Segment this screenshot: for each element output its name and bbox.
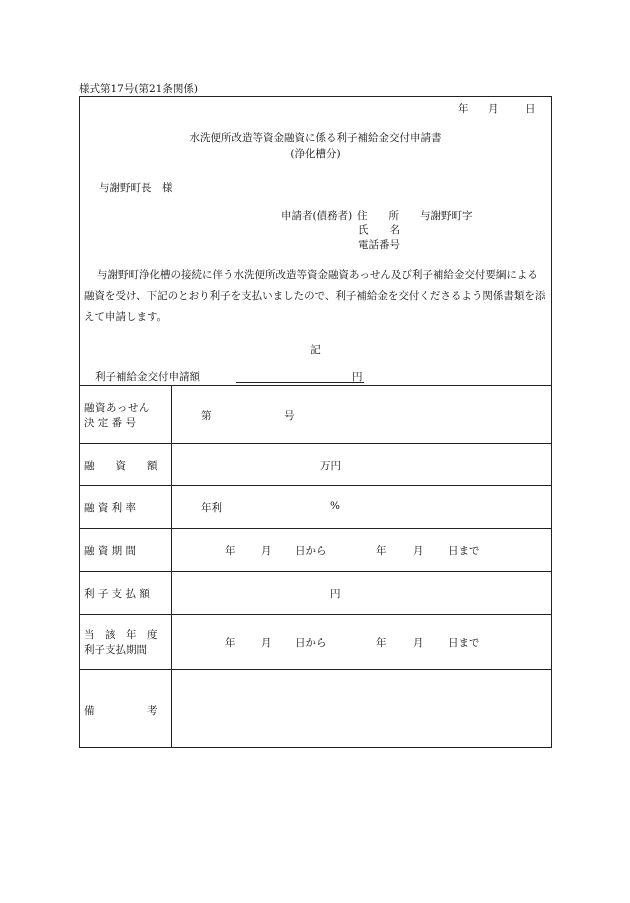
decision-no-suffix: 号: [284, 410, 295, 422]
date-year: 年: [458, 103, 469, 115]
remarks-field[interactable]: [173, 671, 550, 746]
loan-period-month-1: 月: [261, 545, 272, 557]
column-divider: [171, 385, 172, 748]
date-month: 月: [488, 103, 499, 115]
current-period-month-1: 月: [261, 637, 272, 649]
interest-rate-label: 融 資 利 率: [84, 502, 137, 514]
row-divider: [79, 614, 552, 615]
current-period-month-2: 月: [413, 637, 424, 649]
loan-amount-label: 融 資 額: [84, 460, 158, 472]
current-period-day-2: 日まで: [448, 637, 480, 649]
loan-period-day-2: 日まで: [448, 545, 480, 557]
request-amount-label: 利子補給金交付申請額: [95, 371, 200, 383]
loan-period-year-2: 年: [376, 545, 387, 557]
current-period-label-1: 当 該 年 度: [84, 629, 158, 641]
addressee: 与謝野町長 様: [99, 182, 173, 194]
request-amount-unit: 円: [352, 371, 363, 383]
loan-period-day-1: 日から: [295, 545, 327, 557]
form-title: 水洗便所改造等資金融資に係る利子補給金交付申請書: [189, 132, 442, 144]
interest-paid-unit: 円: [330, 588, 341, 600]
ki-mark: 記: [310, 344, 321, 356]
loan-period-label: 融 資 期 間: [84, 545, 137, 557]
decision-no-prefix: 第: [201, 410, 212, 422]
current-period-year-2: 年: [376, 637, 387, 649]
decision-no-label-1: 融資あっせん: [84, 402, 150, 414]
row-divider: [79, 528, 552, 529]
date-day: 日: [525, 103, 536, 115]
applicant-role: 申請者(債務者): [281, 210, 353, 222]
remarks-label: 備 考: [84, 705, 158, 717]
current-period-day-1: 日から: [295, 637, 327, 649]
loan-amount-unit: 万円: [320, 460, 341, 472]
phone-label: 電話番号: [358, 239, 400, 251]
interest-rate-prefix: 年利: [201, 502, 222, 514]
row-divider: [79, 571, 552, 572]
row-divider: [79, 443, 552, 444]
application-statement: 与謝野町浄化槽の接続に伴う水洗便所改造等資金融資あっせん及び利子補給金交付要綱による融資を受け、下記のとおり利子を支払いましたので、利子補給金を交付くださるよう関係書類を添えて申請します。: [84, 269, 546, 323]
interest-paid-label: 利 子 支 払 額: [84, 588, 150, 600]
current-period-label-2: 利子支払期間: [84, 644, 147, 656]
request-amount-field[interactable]: [236, 382, 364, 383]
current-period-year-1: 年: [225, 637, 236, 649]
table-top-line: [79, 385, 552, 386]
row-divider: [79, 669, 552, 670]
form-number: 様式第17号(第21条関係): [79, 83, 198, 95]
loan-period-year-1: 年: [225, 545, 236, 557]
address-value: 与謝野町字: [420, 210, 473, 222]
interest-rate-unit: %: [330, 500, 340, 512]
name-label: 氏 名: [358, 224, 400, 236]
loan-period-month-2: 月: [413, 545, 424, 557]
decision-no-label-2: 決 定 番 号: [84, 417, 137, 429]
row-divider: [79, 485, 552, 486]
form-subtitle: (浄化槽分): [290, 148, 341, 160]
address-label: 住 所: [357, 210, 399, 222]
